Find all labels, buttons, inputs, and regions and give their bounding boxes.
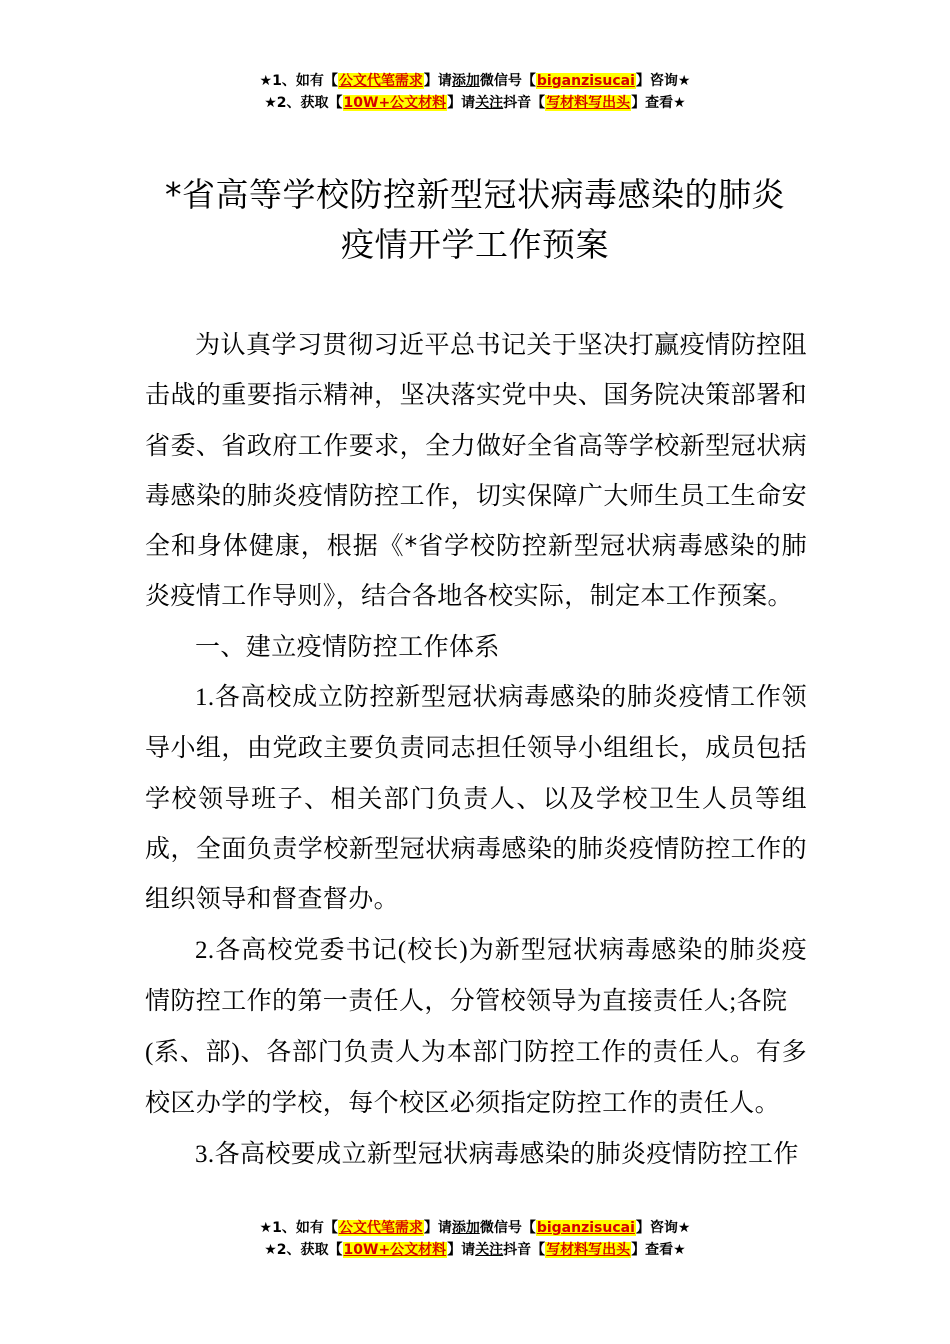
item-text: 、各部门负责人为本部门防控工作的责任人。有多校区办学的学校，每个校区必须指定防控工作的责任人。 [145, 1037, 807, 1118]
paren: ) [459, 936, 469, 964]
paren: ( [145, 1039, 154, 1067]
banner-text: 抖音【 [503, 95, 546, 111]
item-text: 各院 [736, 985, 788, 1015]
banner-line-2 [0, 1239, 950, 1261]
item-text: 各高校党委书记 [214, 934, 398, 964]
banner-line-1 [0, 70, 950, 92]
title-line-2: 疫情开学工作预案 [341, 225, 609, 264]
banner-line-2 [0, 92, 950, 114]
banner-text: ★1、如有【 [259, 73, 338, 89]
banner-text: 】请 [447, 1242, 476, 1258]
banner-text: 】查看★ [631, 1242, 686, 1258]
item-text: 系、部 [153, 1037, 232, 1067]
paren: ( [397, 936, 407, 964]
banner-highlight: biganzisucai [536, 1220, 635, 1236]
banner-text: 】请 [423, 1220, 452, 1236]
banner-text: 】请 [447, 95, 476, 111]
header-banner [0, 70, 950, 114]
banner-highlight: 公文代笔需求 [338, 73, 423, 89]
item-2-paragraph [145, 925, 807, 1129]
banner-underline: 关注 [475, 95, 504, 111]
banner-text: ★2、获取【 [264, 1242, 343, 1258]
banner-underline: 添加 [451, 73, 480, 89]
banner-text: 微信号【 [479, 1220, 536, 1236]
banner-text: 抖音【 [503, 1242, 546, 1258]
banner-text: 】请 [423, 73, 452, 89]
banner-text: 微信号【 [479, 73, 536, 89]
banner-text: 】查看★ [631, 95, 686, 111]
banner-highlight: 公文代笔需求 [338, 1220, 423, 1236]
section-heading: 一、建立疫情防控工作体系 [195, 631, 500, 661]
item-3-paragraph [145, 1129, 807, 1180]
banner-text: ★2、获取【 [264, 95, 343, 111]
paren: ) [231, 1039, 241, 1067]
item-text: 校长 [406, 934, 460, 964]
item-number: 1. [195, 684, 215, 712]
item-number: 3. [195, 1140, 215, 1168]
banner-underline: 添加 [451, 1220, 480, 1236]
item-text: 各高校要成立新型冠状病毒感染的肺炎疫情防控工作 [214, 1138, 799, 1168]
punct: ; [729, 987, 737, 1015]
banner-highlight: 写材料写出头 [546, 1242, 631, 1258]
banner-highlight: 10W+公文材料 [343, 1242, 447, 1258]
item-number: 2. [195, 936, 215, 964]
banner-underline: 关注 [475, 1242, 504, 1258]
item-text: 各高校成立防控新型冠状病毒感染的肺炎疫情工作领导小组，由党政主要负责同志担任领导小组组长，成员包括学校领导班子、相关部门负责人、以及学校卫生人员等组成，全面负责学校新型冠状病毒感染的肺炎疫情防控工作的组织领导和督查督办。 [145, 682, 807, 914]
title-line-1: *省高等学校防控新型冠状病毒感染的肺炎 [165, 175, 785, 214]
item-text: 为新型冠状病毒感染的肺炎疫情防控工作的第一责任人，分管校领导为直接责任人 [145, 934, 807, 1015]
banner-text: 】咨询★ [635, 73, 691, 89]
banner-line-1 [0, 1217, 950, 1239]
banner-highlight: 10W+公文材料 [343, 95, 447, 111]
intro-paragraph: 为认真学习贯彻习近平总书记关于坚决打赢疫情防控阻击战的重要指示精神，坚决落实党中央、国务院决策部署和省委、省政府工作要求，全力做好全省高等学校新型冠状病毒感染的肺炎疫情防控工作，切实保障广大师生员工生命安全和身体健康，根据《*省学校防控新型冠状病毒感染的肺炎疫情工作导则》，结合各地各校实际，制定本工作预案。 [145, 330, 807, 611]
banner-highlight: 写材料写出头 [546, 95, 631, 111]
document-body [145, 320, 807, 1180]
banner-highlight: biganzisucai [536, 73, 635, 89]
footer-banner [0, 1217, 950, 1261]
item-1-paragraph [145, 672, 807, 924]
banner-text: ★1、如有【 [259, 1220, 338, 1236]
document-title [140, 170, 810, 270]
banner-text: 】咨询★ [635, 1220, 691, 1236]
